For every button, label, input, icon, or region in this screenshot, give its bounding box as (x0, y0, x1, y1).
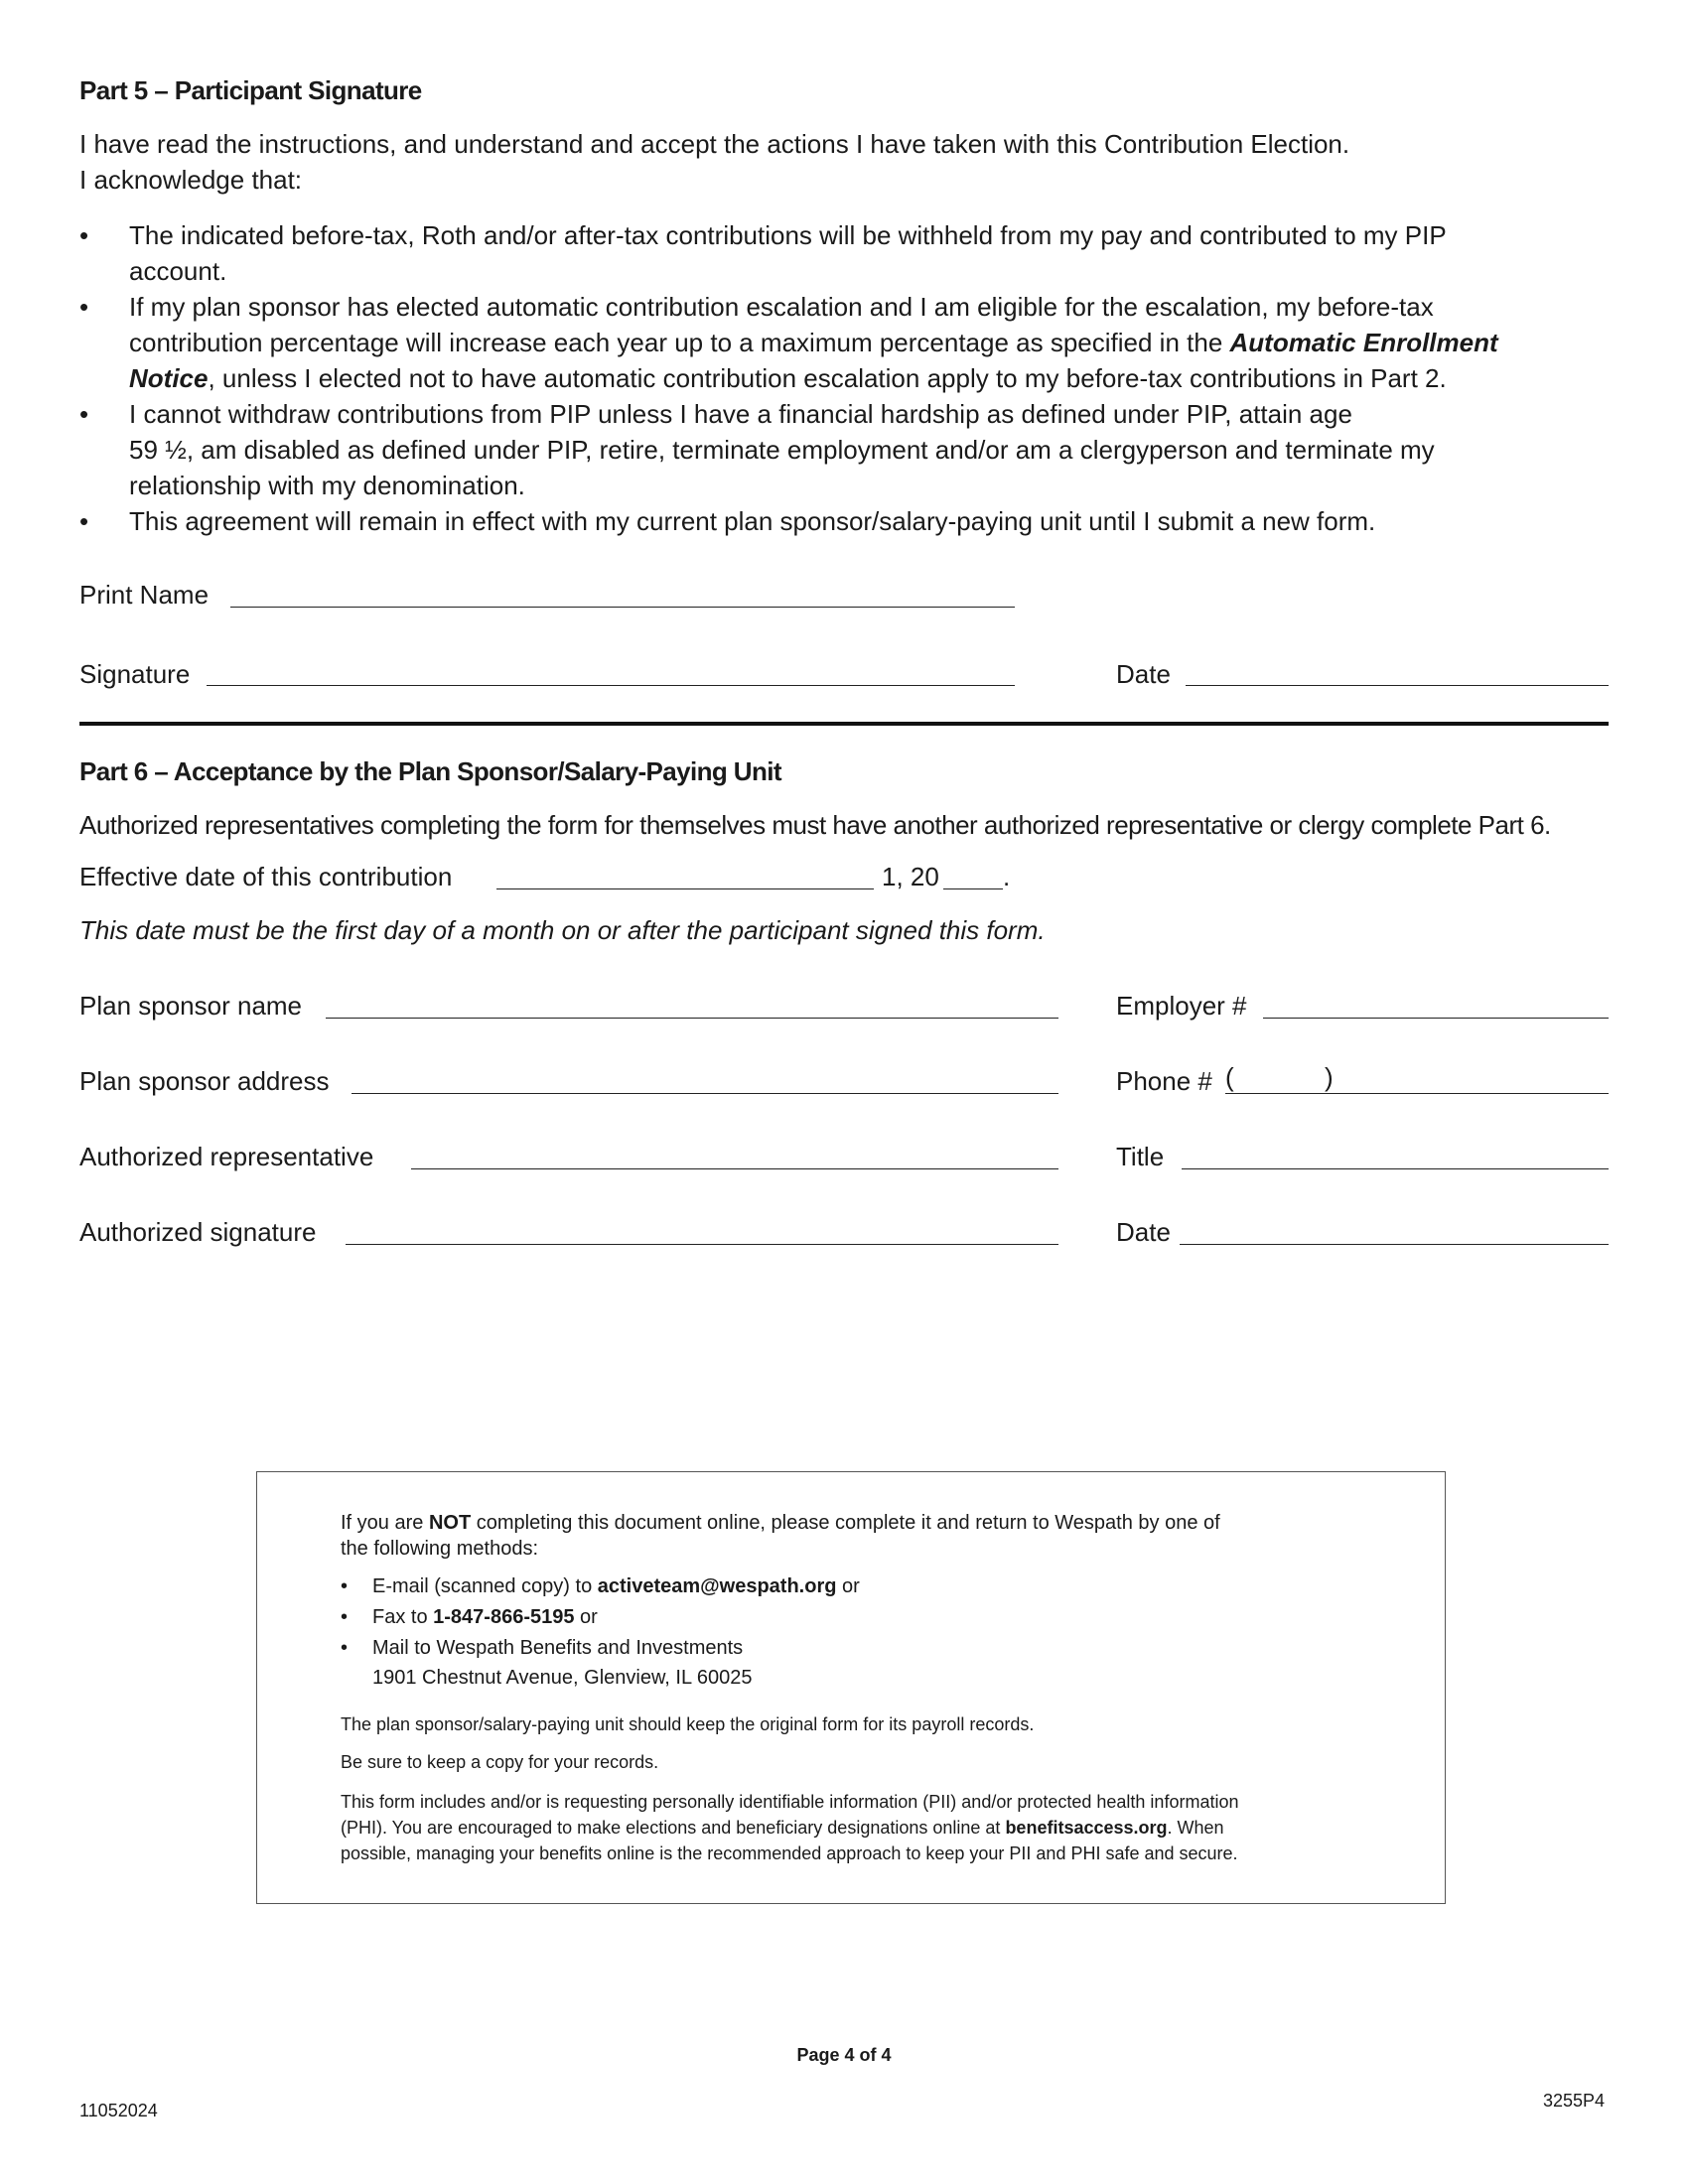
return-instructions-box (256, 1471, 1446, 1904)
print-name-label: Print Name (79, 580, 210, 610)
keep-original-note: The plan sponsor/salary-paying unit should keep the original form for its payroll records. (341, 1714, 1035, 1734)
bullet-1-line1: The indicated before-tax, Roth and/or after-tax contributions will be withheld from my pay and contributed to my PIP (129, 220, 1447, 250)
effective-date-label: Effective date of this contribution (79, 862, 453, 891)
bullet-1-line2: account. (129, 256, 227, 286)
email-method: E-mail (scanned copy) to activeteam@wespath.org or (372, 1575, 860, 1597)
plan-sponsor-name-field[interactable] (326, 1018, 1058, 1019)
part5-date-label: Date (1116, 659, 1171, 689)
bullet-3-line3: relationship with my denomination. (129, 471, 525, 500)
section-divider (79, 722, 1609, 726)
plan-sponsor-name-label: Plan sponsor name (79, 991, 303, 1021)
part5-date-field[interactable] (1186, 685, 1609, 686)
phone-close-paren: ) (1325, 1062, 1334, 1092)
signature-label: Signature (79, 659, 191, 689)
plan-sponsor-address-field[interactable] (352, 1093, 1058, 1094)
signature-field[interactable] (207, 685, 1015, 686)
mail-method-line2: 1901 Chestnut Avenue, Glenview, IL 60025 (372, 1667, 753, 1689)
title-field[interactable] (1182, 1168, 1609, 1169)
part5-intro-line1: I have read the instructions, and understand and accept the actions I have taken with this Contribution Election. (79, 129, 1350, 159)
bullet-3-marker: • (79, 399, 89, 429)
bullet-3-line2: 59 ½, am disabled as defined under PIP, retire, terminate employment and/or am a clergyperson and terminate my (129, 435, 1435, 465)
part6-date-field[interactable] (1180, 1244, 1609, 1245)
phone-open-paren: ( (1225, 1062, 1234, 1092)
keep-copy-note: Be sure to keep a copy for your records. (341, 1752, 659, 1772)
bullet-4-line1: This agreement will remain in effect with my current plan sponsor/salary-paying unit until I submit a new form. (129, 506, 1376, 536)
document-date: 11052024 (79, 2101, 158, 2120)
pii-line1: This form includes and/or is requesting personally identifiable information (PII) and/or protected health information (341, 1792, 1239, 1812)
effective-date-mid: 1, 20 (882, 862, 939, 891)
email-link[interactable]: activeteam@wespath.org (597, 1575, 837, 1597)
title-label: Title (1116, 1142, 1165, 1171)
print-name-field[interactable] (230, 607, 1015, 608)
form-code: 3255P4 (1543, 2091, 1606, 2111)
part6-note: Authorized representatives completing the form for themselves must have another authorized representative or clergy complete Part 6. (79, 810, 1551, 840)
mail-bullet: • (341, 1637, 349, 1659)
pii-line3: possible, managing your benefits online is the recommended approach to keep your PII and PHI safe and secure. (341, 1843, 1238, 1863)
automatic-enrollment-emphasis: Automatic Enrollment (1229, 328, 1498, 357)
authorized-rep-field[interactable] (411, 1168, 1058, 1169)
bullet-2-line1: If my plan sponsor has elected automatic contribution escalation and I am eligible for the escalation, my before-tax (129, 292, 1434, 322)
effective-year-field[interactable] (943, 888, 1003, 889)
part5-title: Part 5 – Participant Signature (79, 75, 422, 105)
fax-number: 1-847-866-5195 (433, 1606, 575, 1628)
page-number: Page 4 of 4 (796, 2045, 892, 2065)
phone-field[interactable] (1225, 1093, 1609, 1094)
part5-intro-line2: I acknowledge that: (79, 165, 303, 195)
bullet-4-marker: • (79, 506, 89, 536)
bullet-2-line3: Notice, unless I elected not to have automatic contribution escalation apply to my before-tax contributions in Part 2. (129, 363, 1447, 393)
effective-date-end: . (1003, 862, 1011, 891)
authorized-rep-label: Authorized representative (79, 1142, 374, 1171)
employer-field[interactable] (1263, 1018, 1609, 1019)
fax-method: Fax to 1-847-866-5195 or (372, 1606, 598, 1628)
bullet-3-line1: I cannot withdraw contributions from PIP unless I have a financial hardship as defined under PIP, attain age (129, 399, 1352, 429)
phone-label: Phone # (1116, 1066, 1212, 1096)
effective-month-field[interactable] (496, 888, 874, 889)
part6-date-label: Date (1116, 1217, 1171, 1247)
part6-title: Part 6 – Acceptance by the Plan Sponsor/Salary-Paying Unit (79, 756, 781, 786)
mail-method-line1: Mail to Wespath Benefits and Investments (372, 1637, 744, 1659)
notice-emphasis: Notice (129, 363, 209, 393)
authorized-sig-field[interactable] (346, 1244, 1058, 1245)
benefitsaccess-link[interactable]: benefitsaccess.org (1005, 1818, 1168, 1838)
pii-line2: (PHI). You are encouraged to make elections and beneficiary designations online at benefitsaccess.org. When (341, 1818, 1224, 1838)
bullet-2-marker: • (79, 292, 89, 322)
email-bullet: • (341, 1575, 349, 1597)
bullet-1-marker: • (79, 220, 89, 250)
plan-sponsor-address-label: Plan sponsor address (79, 1066, 330, 1096)
employer-label: Employer # (1116, 991, 1247, 1021)
box-line1: If you are NOT completing this document online, please complete it and return to Wespath by one of (341, 1512, 1220, 1534)
fax-bullet: • (341, 1606, 349, 1628)
effective-date-note: This date must be the first day of a month on or after the participant signed this form. (79, 915, 1046, 945)
authorized-sig-label: Authorized signature (79, 1217, 317, 1247)
bullet-2-line2: contribution percentage will increase each year up to a maximum percentage as specified in the Automatic Enrollment (129, 328, 1498, 357)
box-line2: the following methods: (341, 1538, 539, 1560)
